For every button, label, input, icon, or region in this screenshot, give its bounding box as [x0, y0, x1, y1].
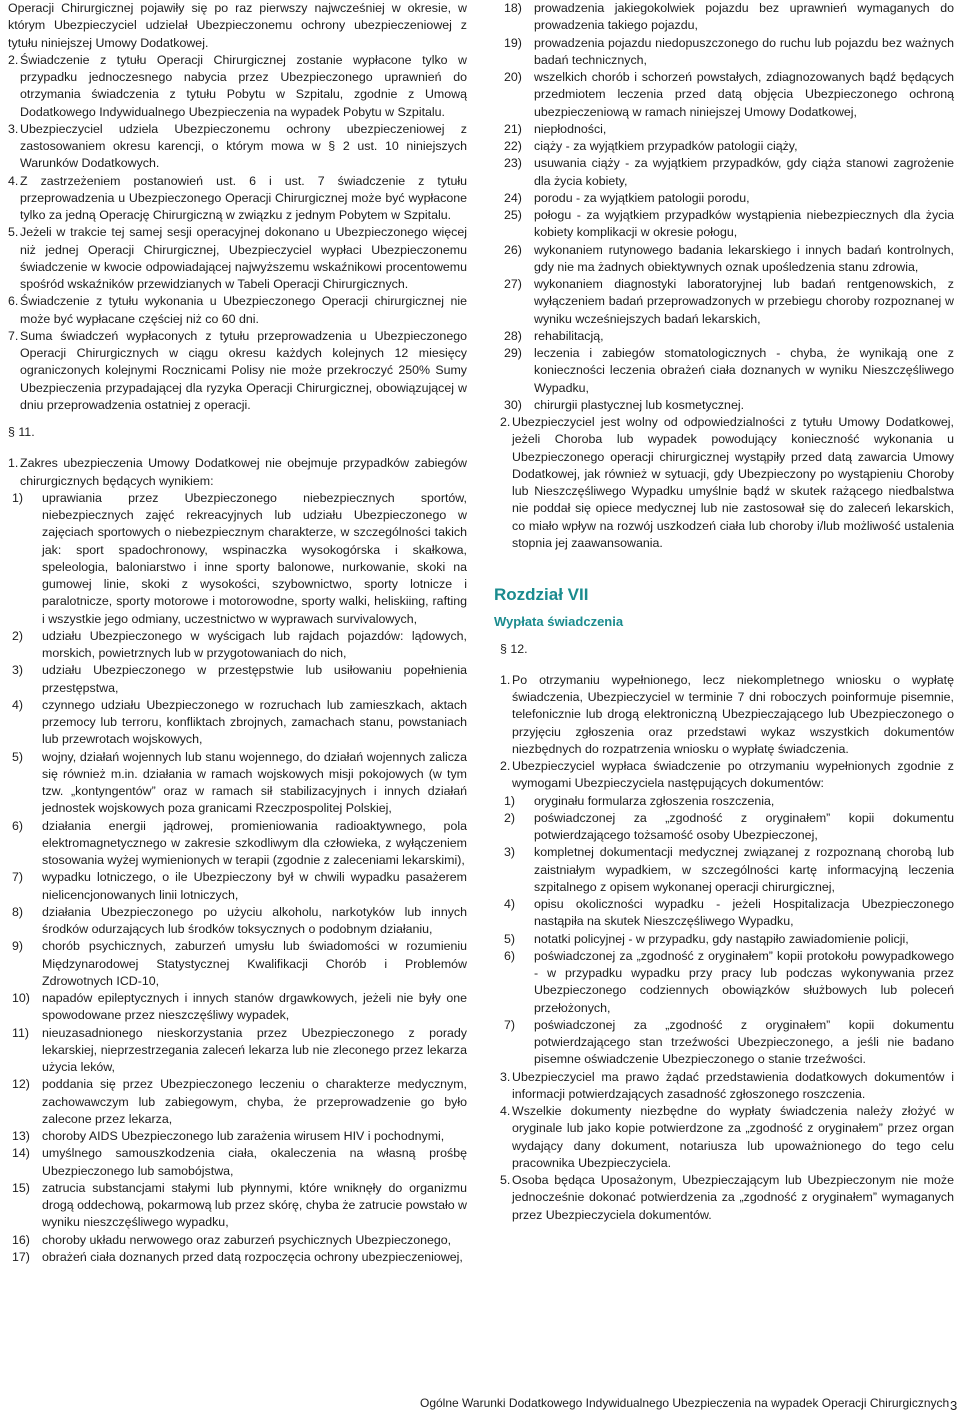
list-item-number: 4) [504, 897, 516, 911]
list-item-number: 1) [504, 793, 516, 808]
section-12-heading: § 12. [500, 641, 528, 656]
list-item-text: poddania się przez Ubezpieczonego leczeniu o charakterze medycznym, zachowawczym lub zabiegowym, chyba, że przeprowadzenie go było zalecone przez lekarza, [42, 1077, 467, 1126]
list-item-number: 9) [12, 939, 24, 954]
list-item-number: 18) [504, 1, 522, 15]
list-item-text: zatrucia substancjami stałymi lub płynnymi, które wniknęły do organizmu drogą oddechową, pokarmową lub przez skórę, chyba że zatrucie powstało w wyniku nieszczęśliwego wypadku, [42, 1180, 467, 1230]
list-item [500, 1017, 954, 1069]
list-item [8, 904, 467, 939]
list-item [8, 1180, 467, 1232]
list-item-text: udziału Ubezpieczonego w przestępstwie lub usiłowaniu popełnienia przestępstwa, [42, 663, 467, 695]
paragraph-number: 5. [500, 1173, 511, 1187]
list-item-text: napadów epileptycznych i innych stanów drgawkowych, jeżeli nie były one spowodowane przez nieszczęśliwy wypadek, [42, 991, 467, 1023]
list-item [500, 69, 954, 121]
list-item-number: 28) [504, 328, 522, 343]
list-item-text: działania energii jądrowej, promieniowania radioaktywnego, pola elektromagnetycznego w zakresie szkodliwym dla człowieka, z wyłączeniem stosowania wyżej wymienionych w terapii (zgodnie z zaleceniami lekarskimi), [42, 818, 467, 867]
list-item-number: 6) [12, 818, 24, 833]
exclusions-list-continued [500, 0, 954, 414]
paragraph-text: Po otrzymaniu wypełnionego, lecz niekompletnego wniosku o wypłatę świadczenia, Ubezpieczyciel w terminie 7 dni roboczych poinformuje pisemnie, telefonicznie lub drogą elektroniczną Ubezpieczającego lub Ubezpieczonego o przyjęciu zgłoszenia oraz przedstawi wykaz wszystkich dokumentów niezbędnych do rozpatrzenia wniosku o wypłatę świadczenia. [512, 672, 954, 756]
list-item-text: choroby układu nerwowego oraz zaburzeń psychicznych Ubezpieczonego, [42, 1232, 452, 1247]
paragraph-text: Świadczenie z tytułu Operacji Chirurgicznej zostanie wypłacone tylko w przypadku jednoczesnego nabycia przez Ubezpieczonego uprawnień do otrzymania świadczenia z tytułu Pobytu w Szpitalu, zgodnie z Umową Dodatkowego Indywidualnego Ubezpieczenia na wypadek Pobytu w Szpitalu. [20, 52, 467, 119]
list-item-text: nieuzasadnionego nieskorzystania przez Ubezpieczonego z porady lekarskiej, nieprzestrzegania zaleceń lekarza lub nie zleconego przez lekarza użycia leków, [42, 1025, 467, 1074]
paragraph-number: 2. [500, 759, 511, 773]
paragraph-text: Ubezpieczyciel ma prawo żądać przedstawienia dodatkowych dokumentów i informacji potwierdzających zasadność zgłoszonego roszczenia. [512, 1069, 954, 1101]
list-item [500, 948, 954, 1017]
paragraph-number: 4. [500, 1104, 511, 1118]
list-item-text: umyślnego samouszkodzenia ciała, okaleczenia na własną prośbę Ubezpieczonego lub samobójstwa, [42, 1146, 467, 1178]
list-item-number: 17) [12, 1249, 30, 1264]
list-item-number: 19) [504, 35, 522, 50]
list-item-number: 5) [504, 931, 516, 946]
list-item-number: 15) [12, 1180, 30, 1195]
list-item-number: 7) [504, 1017, 516, 1032]
list-item-text: oryginału formularza zgłoszenia roszczenia, [534, 793, 775, 808]
paragraph [8, 173, 467, 225]
list-item-number: 16) [12, 1232, 30, 1247]
list-item-text: poświadczonej za „zgodność z oryginałem” kopii dokumentu potwierdzającego tożsamość osoby Ubezpieczonej, [534, 810, 954, 842]
list-item [500, 397, 954, 414]
list-item-number: 4) [12, 697, 24, 712]
list-item [500, 810, 954, 845]
list-item-text: wykonaniem rutynowego badania lekarskiego i innych badań kontrolnych, gdy nie ma żadnych obiektywnych oznak upośledzenia stanu zdrowia, [534, 242, 954, 274]
list-item [500, 844, 954, 896]
page-number: 3 [950, 1398, 958, 1413]
paragraph [8, 121, 467, 173]
paragraph-text: Suma świadczeń wypłaconych z tytułu przeprowadzenia u Ubezpieczonego Operacji Chirurgicznych w ciągu okresu każdych kolejnych 12 miesięcy ograniczonych kolejnymi Rocznicami Polisy nie może przekroczyć 250% Sumy Ubezpieczenia przypadającej dla ryzyka Operacji Chirurgicznej, obowiązującej w dniu przeprowadzenia ostatniej z operacji. [20, 328, 467, 412]
list-item-number: 2) [12, 628, 24, 643]
list-item-text: wypadku lotniczego, o ile Ubezpieczony był w chwili wypadku pasażerem nielicencjonowanych linii lotniczych, [42, 870, 467, 902]
paragraph-number: 3. [500, 1069, 511, 1084]
list-item-number: 13) [12, 1129, 30, 1143]
list-item [8, 990, 467, 1025]
list-item-text: opisu okoliczności wypadku - jeżeli Hospitalizacja Ubezpieczonego nastąpiła na skutek Nieszczęśliwego Wypadku, [534, 897, 954, 929]
list-item-number: 27) [504, 277, 522, 291]
list-item [500, 138, 954, 155]
left-column [8, 0, 467, 1266]
chapter-heading: Rozdział VII [494, 585, 589, 604]
list-item-text: chirurgii plastycznej lub kosmetycznej. [534, 397, 745, 412]
paragraph [500, 758, 954, 793]
list-item-text: działania Ubezpieczonego po użyciu alkoholu, narkotyków lub innych środków odurzających lub środków toksycznych o podobnym działaniu, [42, 904, 467, 936]
list-item-text: obrażeń ciała doznanych przed datą rozpoczęcia ochrony ubezpieczeniowej, [42, 1249, 463, 1264]
list-item [500, 328, 954, 345]
list-item [8, 628, 467, 663]
list-item-number: 2) [504, 810, 516, 825]
list-item-number: 7) [12, 870, 24, 885]
paragraph [500, 1069, 954, 1104]
list-item-number: 11) [12, 1025, 29, 1040]
list-item-number: 14) [12, 1146, 30, 1161]
list-item-text: notatki policyjnej - w przypadku, gdy nastąpiło zawiadomienie policji, [534, 931, 909, 946]
list-item-text: leczenia i zabiegów stomatologicznych - chyba, że wynikają one z konieczności leczenia obrażeń ciała doznanych w wyniku Nieszczęśliwego Wypadku, [534, 346, 954, 395]
paragraph [8, 293, 467, 328]
list-item-number: 10) [12, 991, 30, 1005]
paragraph-text: Ubezpieczyciel jest wolny od odpowiedzialności z tytułu Umowy Dodatkowej, jeżeli Choroba lub wypadek powodujący konieczność wykonania u Ubezpieczonego operacji chirurgicznej wystąpiły przed datą zawarcia Umowy Dodatkowej, jak również w sytuacji, gdy Ubezpieczony po wystąpieniu Choroby lub Nieszczęśliwego Wypadku umyślnie bądź w skutek rażącego niedbalstwa nie poddał się opiece medycznej lub nie zastosował się do zaleceń lekarskich, co miało wpływ na rozwój uszkodzeń ciała lub choroby i/lub możliwość ustalenia stopnia jej zaawansowania. [512, 415, 954, 550]
exclusions-list [8, 490, 467, 1266]
list-item-text: kompletnej dokumentacji medycznej związanej z rozpoznaną chorobą lub zaistniałym wypadkiem, w szczególności kartę informacyjną leczenia szpitalnego z opisem wykonanej operacji chirurgicznej, [534, 845, 954, 894]
list-item [500, 35, 954, 70]
paragraph-text: Zakres ubezpieczenia Umowy Dodatkowej nie obejmuje przypadków zabiegów chirurgicznych będących wynikiem: [20, 456, 467, 488]
paragraph-number: 1. [8, 456, 19, 471]
paragraph-text: Ubezpieczyciel wypłaca świadczenie po otrzymaniu wypełnionych zgodnie z wymogami Ubezpieczyciela następujących dokumentów: [512, 759, 954, 791]
list-item [8, 490, 467, 628]
list-item-text: udziału Ubezpieczonego w wyścigach lub rajdach pojazdów: lądowych, morskich, powietrznych lub w przygotowaniach do nich, [42, 628, 467, 660]
list-item [500, 0, 954, 35]
list-item-text: wszelkich chorób i schorzeń powstałych, zdiagnozowanych bądź będących przedmiotem leczenia przed datą objęcia Ubezpieczonego ochroną ubezpieczeniową w ramach niniejszej Umowy Dodatkowej, [534, 70, 954, 119]
list-item [500, 793, 954, 810]
list-item [8, 1076, 467, 1128]
list-item-number: 26) [504, 242, 522, 257]
list-item [8, 1249, 467, 1266]
paragraph-number: 3. [8, 121, 19, 136]
paragraph [8, 328, 467, 414]
list-item-number: 21) [504, 121, 522, 136]
list-item-number: 22) [504, 139, 522, 153]
list-item-number: 3) [12, 663, 24, 678]
list-item [8, 749, 467, 818]
list-item-text: rehabilitacją, [534, 328, 604, 343]
intro-paragraph: Operacji Chirurgicznej pojawiły się po raz pierwszy najwcześniej w okresie, w którym Ubezpieczyciel udzielał Ubezpieczonemu ochrony ubezpieczeniowej z tytułu niniejszej Umowy Dodatkowej. [8, 1, 467, 50]
list-item-text: poświadczonej za „zgodność z oryginałem” kopii dokumentu potwierdzającego stan trzeźwości Ubezpieczonego, a jeśli nie badano pisemne oświadczenie Ubezpieczonego o stanie trzeźwości. [534, 1017, 954, 1067]
paragraph-number: 2. [500, 415, 511, 429]
list-item-text: usuwania ciąży - za wyjątkiem przypadków, gdy ciąża stanowi zagrożenie dla życia kobiety, [534, 156, 954, 188]
list-item [8, 1232, 467, 1249]
footer-title: Ogólne Warunki Dodatkowego Indywidualnego Ubezpieczenia na wypadek Operacji Chirurgicznych [420, 1396, 950, 1410]
paragraph-text: Z zastrzeżeniem postanowień ust. 6 i ust. 7 świadczenie z tytułu przeprowadzenia u Ubezpieczonego Operacji Chirurgicznej może być wypłacone tylko za jedną Operację Chirurgiczną w związku z jednym Pobytem w Szpitalu. [20, 173, 467, 222]
list-item [500, 155, 954, 190]
list-item [8, 818, 467, 870]
list-item-number: 30) [504, 397, 522, 412]
list-item-number: 25) [504, 208, 522, 222]
paragraph-number: 1. [500, 672, 511, 687]
list-item-number: 24) [504, 190, 522, 205]
list-item [500, 121, 954, 138]
paragraph [8, 224, 467, 293]
paragraph [500, 672, 954, 758]
list-item-text: uprawiania przez Ubezpieczonego niebezpiecznych sportów, niebezpiecznych zajęć rekreacyjnych lub udziału Ubezpieczonego w zajęciach sportowych o niebezpiecznym charakterze, w szczególności takich jak: sport spadochronowy, wspinaczka wysokogórska i skałkowa, speleologia, baloniarstwo i inne sporty balonowe, nurkowanie, skoki na gumowej linie, skoki z wysokości, szybownictwo, sporty lotnicze i paralotnicze, sporty motorowe i motorowodne, sporty walki, heliskiing, rafting i wszystkie jego odmiany, uczestnictwo w wyprawach survivalowych, [42, 490, 467, 626]
list-item-number: 5) [12, 749, 24, 764]
list-item-text: prowadzenia pojazdu niedopuszczonego do ruchu lub pojazdu bez ważnych badań technicznych, [534, 35, 954, 67]
list-item-text: połogu - za wyjątkiem przypadków wystąpienia niebezpiecznych dla życia kobiety komplikacji w okresie połogu, [534, 208, 954, 240]
list-item [500, 276, 954, 328]
paragraph-number: 6. [8, 294, 19, 309]
list-item-number: 23) [504, 156, 522, 171]
list-item-text: niepłodności, [534, 121, 607, 136]
list-item [500, 207, 954, 242]
list-item [8, 662, 467, 697]
list-item [8, 938, 467, 990]
paragraph-text: Ubezpieczyciel udziela Ubezpieczonemu ochrony ubezpieczeniowej z zastosowaniem okresu karencji, o którym mowa w § 2 ust. 10 niniejszych Warunków Dodatkowych. [20, 121, 467, 171]
paragraph-number: 7. [8, 328, 19, 343]
paragraph [500, 1103, 954, 1172]
list-item-text: choroby AIDS Ubezpieczonego lub zarażenia wirusem HIV i pochodnymi, [42, 1129, 445, 1143]
paragraph-number: 2. [8, 52, 19, 67]
section-12-paragraphs-continued [500, 1069, 954, 1224]
section-12-paragraphs [500, 672, 954, 793]
list-item [500, 931, 954, 948]
list-item [500, 242, 954, 277]
list-item [8, 1025, 467, 1077]
right-column [494, 0, 954, 1224]
list-item-number: 1) [12, 490, 24, 505]
paragraph-text: Jeżeli w trakcie tej samej sesji operacyjnej dokonano u Ubezpieczonego więcej niż jednej Operacji Chirurgicznej, Ubezpieczyciel wypłaci Ubezpieczonemu świadczenie w kwocie odpowiadającej najwyższemu wskaźnikowi procentowemu spośród wskaźników przewidzianych w Tabeli Operacji Chirurgicznych. [20, 225, 467, 291]
list-item [500, 190, 954, 207]
list-item-text: wojny, działań wojennych lub stanu wojennego, do działań wojennych zalicza się również m.in. działania w ramach wojskowych misji pokojowych (w tym tzw. „kontyngentów” oraz w ramach sił stabilizacyjnych i innych działań jednostek wojskowych poza granicami Rzeczpospolitej Polskiej, [42, 749, 467, 816]
list-item-text: ciąży - za wyjątkiem przypadków patologii ciąży, [534, 139, 798, 153]
list-item-number: 20) [504, 70, 522, 84]
list-item-number: 12) [12, 1077, 30, 1092]
paragraph-number: 5. [8, 225, 19, 240]
paragraph [500, 1172, 954, 1224]
paragraph-text: Osoba będąca Uposażonym, Ubezpieczającym lub Ubezpieczonym nie może jednocześnie dokonać potwierdzenia za „zgodność z oryginałem” wymaganych przez Ubezpieczyciela dokumentów. [512, 1173, 954, 1222]
list-item-text: prowadzenia jakiegokolwiek pojazdu bez uprawnień wymaganych do prowadzenia takiego pojazdu, [534, 1, 954, 33]
list-item-text: porodu - za wyjątkiem patologii porodu, [534, 190, 750, 205]
chapter-subheading: Wypłata świadczenia [494, 614, 624, 630]
list-item-number: 6) [504, 948, 516, 963]
section-10-paragraphs [8, 52, 467, 414]
list-item [500, 896, 954, 931]
list-item [8, 1128, 467, 1145]
list-item-text: wykonaniem diagnostyki laboratoryjnej lub badań rentgenowskich, z wyłączeniem badań przeprowadzonych w przebiegu choroby rozpoznanej w wyniku wcześniejszych badań lekarskich, [534, 277, 954, 326]
list-item [8, 869, 467, 904]
list-item [8, 1145, 467, 1180]
list-item-text: czynnego udziału Ubezpieczonego w rozruchach lub zamieszkach, aktach przemocy lub terroru, konfliktach zbrojnych, zamachach stanu, powstaniach lub przewrotach wojskowych, [42, 697, 467, 747]
list-item [500, 345, 954, 397]
paragraph-text: Świadczenie z tytułu wykonania u Ubezpieczonego Operacji chirurgicznej nie może być wypłacane częściej niż co 60 dni. [20, 294, 467, 326]
paragraph-text: Wszelkie dokumenty niezbędne do wypłaty świadczenia należy złożyć w oryginale lub jako kopie potwierdzone za „zgodność z oryginałem” przez organ wydający dany dokument, notariusza lub upoważnionego do tego celu pracownika Ubezpieczyciela. [512, 1104, 954, 1170]
section-11-heading: § 11. [8, 425, 35, 439]
list-item-number: 8) [12, 904, 24, 919]
list-item-number: 29) [504, 346, 522, 360]
list-item-number: 3) [504, 845, 516, 860]
list-item-text: chorób psychicznych, zaburzeń umysłu lub świadomości w rozumieniu Międzynarodowej Statystycznej Kwalifikacji Chorób i Problemów Zdrowotnych ICD-10, [42, 939, 467, 988]
section-11-paragraph-2 [500, 414, 954, 552]
section-11-paragraph-1 [8, 455, 467, 490]
list-item [8, 697, 467, 749]
required-documents-list [500, 793, 954, 1069]
paragraph-number: 4. [8, 173, 19, 188]
paragraph [8, 52, 467, 121]
list-item-text: poświadczonej za „zgodność z oryginałem” kopii protokołu powypadkowego - w przypadku wypadku przy pracy lub podczas wykonywania przez Ubezpieczonego codziennych obowiązków służbowych lub poleceń przełożonych, [534, 948, 954, 1015]
